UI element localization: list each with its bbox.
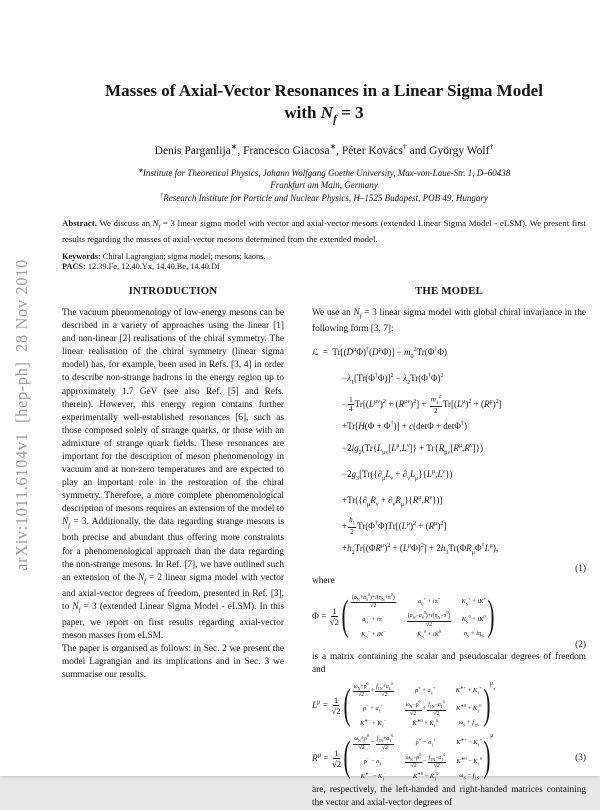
R-superscript-mu: μ: [490, 733, 494, 740]
keywords-label: Keywords:: [62, 251, 101, 261]
eq1-line: ℒ = $Tr[(D^\mu\Phi)^\dagger(D^\mu\Phi)] - m_0^2Tr(\Phi^\dagger\Phi)$: [312, 347, 447, 360]
affiliation-line: Frankfurt am Main, Germany: [270, 179, 378, 190]
left-paren: (: [341, 592, 349, 639]
matrix-note: is a matrix containing the scalar and pseudoscalar degrees of freedom and: [312, 651, 586, 675]
matrix-cell: $a_0^- + i\pi^-$: [362, 613, 385, 625]
eq1-line: $-2ig_2(Tr\{L_{\mu\nu}[L^\mu,L^\nu]\} + Tr\{R_{\mu\nu}[R^\mu,R^\nu]\})$: [342, 442, 483, 456]
abstract: [62, 218, 586, 245]
eq1-line: $+h_2Tr[(\Phi R^\mu)^2 + (L^\mu\Phi)^2] + 2h_3Tr(\Phi R_\mu\Phi^\dagger L^\mu)$,: [342, 542, 499, 556]
equation-2-phi-matrix: [312, 593, 586, 641]
matrix-cell: $\frac{\omega_N+\rho^0}{√2}$ − $\frac{f_{1N}+a_1^0}{√2}$: [354, 733, 394, 752]
right-paren: ): [483, 681, 491, 728]
matrix-cell: $K_S^0 + iK^0$: [461, 613, 486, 625]
phi-matrix-grid: [347, 593, 489, 641]
right-column: [312, 283, 586, 810]
intro-paragraph-2: The paper is organised as follows: in Sec. 2 we present the model Lagrangian and its implications and in Sec. 3 we summarise our results.: [62, 643, 284, 681]
eq1-line: $-2g_3[Tr(\{\partial_\mu L_\nu + \partial_\nu L_\mu\}\{L^\mu,L^\nu\})$: [342, 468, 453, 482]
right-paren: ): [487, 592, 495, 639]
paper-content: [62, 80, 586, 810]
eq1-line: +Tr[H(Φ + Φ†)] + c(detΦ + detΦ†): [342, 421, 467, 432]
affiliations: [62, 166, 586, 205]
model-intro: We use an $N_f = 3$ linear sigma model with global chiral invariance in the following form [3, 7]:: [312, 307, 586, 334]
matrix-cell: $\rho^+ - a_1^+$: [415, 737, 436, 748]
section-heading-introduction: INTRODUCTION: [128, 284, 218, 297]
eq3-number: (3): [575, 753, 586, 764]
abstract-label: Abstract.: [62, 218, 97, 228]
left-column: [62, 283, 284, 810]
left-paren: (: [343, 681, 351, 728]
two-column-body: [62, 283, 586, 810]
paper-title: [62, 80, 586, 129]
arxiv-watermark: arXiv:1011.6104v1 [hep-ph] 28 Nov 2010: [12, 259, 31, 571]
eq1-number: (1): [575, 563, 586, 574]
pacs-text: 12.39.Fe, 12.40.Yx, 14.40.Be, 14.40.Df: [87, 261, 220, 271]
matrix-cell: $K^{∗+} - K_1^+$: [456, 737, 483, 748]
where-label: where: [312, 575, 335, 586]
keywords-line: [62, 252, 586, 262]
matrix-cell: $K^{∗0} - K_1^0$: [456, 755, 482, 767]
title-line-2: with $N_f = 3$: [284, 102, 364, 125]
eq1-line: $-\lambda_1[Tr(\Phi^\dagger\Phi)]^2 - \lambda_2Tr(\Phi^\dagger\Phi)^2$: [342, 373, 444, 386]
keywords-text: Chiral Lagrangian; sigma model; mesons; kaons.: [102, 251, 266, 261]
left-paren: (: [343, 734, 351, 781]
eq2-number: (2): [575, 639, 586, 650]
pacs-line: [62, 262, 586, 272]
matrix-cell: K̄$^{∗0}$ − $K̄_1^0$: [412, 770, 439, 782]
L-matrix-grid: [349, 682, 485, 730]
matrix-cell: $K^{∗-} - K_1^-$: [360, 770, 387, 782]
abstract-text: We discuss an $N_f = 3$ linear sigma model with vector and axial-vector mesons (extended Linear Sigma Model - eLSM). We present first results regarding the masses of axial-vector mesons determined from the extended model.: [62, 218, 586, 244]
matrix-cell: $K^{∗-} + K_1^-$: [360, 718, 387, 729]
matrix-cell: $a_0^+ + i\pi^+$: [418, 595, 441, 607]
matrix-cell: $K^{∗0} + K_1^0$: [455, 702, 482, 714]
phi-lhs: Φ = $\frac{1}{√2}$: [312, 606, 339, 628]
authors-line: Denis Parganlija∗, Francesco Giacosa∗, Péter Kovács† and György Wolf†: [154, 142, 494, 158]
equation-L-matrix: [312, 682, 586, 730]
affiliation-line: †Research Institute for Particle and Nuclear Physics, H–1525 Budapest, POB 49, Hungary: [160, 193, 488, 204]
L-lhs: $L^\mu$ = $\frac{1}{√2}$: [312, 694, 341, 717]
matrix-cell: $K̄_S^0$ + iK̄$^0$: [417, 629, 442, 640]
eq1-line: + $\frac{h_1}{2}$ $Tr(\Phi^\dagger\Phi)Tr[(L^\mu)^2 + (R^\mu)^2]$: [342, 516, 447, 537]
L-superscript-mu: $^\mu$,: [489, 680, 496, 691]
eq1-line: $+Tr(\{\partial_\mu R_\nu + \partial_\nu R_\mu\}\{R^\mu,R^\nu\})$]: [342, 494, 443, 508]
equation-1-lagrangian: [312, 341, 586, 575]
matrix-cell: $\frac{\omega_N+\rho^0}{√2}$ + $\frac{f_{1N}+a_1^0}{√2}$: [353, 680, 393, 699]
model-outro: are, respectively, the left-handed and right-handed matrices containing the vector and axial-vector degrees of: [312, 785, 586, 809]
R-matrix-grid: [349, 734, 485, 782]
matrix-cell: $\rho^+ + a_1^+$: [415, 684, 436, 696]
R-lhs: $R^\mu$ = $\frac{1}{√2}$: [312, 747, 342, 769]
right-paren: ): [483, 734, 491, 781]
intro-paragraph-1: The vacuum phenomenology of low-energy mesons can be described in a variety of approaches using the linear [1] and non-linear [2] realisations of the chiral symmetry. The linear realisation of the chiral symmetry (linear sigma model) has, for example, been used in Refs. [3, 4] in order to describe non-strange hadrons in the energy region up to approximately 1.7 GeV (see also Ref. [5] and Refs. therein). However, this energy region contains further experimentally well-established resonances [6], such as those composed solely of strange quarks, or those with an admixture of strange quark fields. These resonances are important for the description of meson phenomenology in vacuum and at non-zero temperatures and are expected to play an important role in the restoration of the chiral symmetry. Therefore, a more complete phenomenological description of mesons requires an extension of the model to $N_f = 3$. Additionally, the data regarding strange mesons is both precise and abundant thus offering more constraints for a phenomenological approach than the data regarding the non-strange mesons. In Ref. [7], we have outlined such an extension of the $N_f = 2$ linear sigma model with vector and axial-vector degrees of freedom, presented in Ref. [3], to $N_f = 3$ (extended Linear Sigma Model - eLSM). In this paper, we report on first results regarding axial-vector meson masses from eLSM.: [62, 307, 284, 641]
section-heading-model: THE MODEL: [414, 284, 484, 297]
matrix-cell: $\omega_S + f_{1S}$: [458, 719, 479, 728]
matrix-cell: $K_S^+ + iK^+$: [461, 595, 486, 607]
matrix-cell: $\frac{(\sigma_N+a_0^0)+i(\eta_N+\pi^0)}{√2}$: [351, 591, 395, 610]
matrix-cell: $\frac{\omega_N-\rho^0}{√2}$ + $\frac{f_{1N}-a_1^0}{√2}$: [405, 698, 445, 717]
title-line-1: Masses of Axial-Vector Resonances in a Linear Sigma Model: [105, 81, 543, 100]
matrix-cell: $\omega_S - f_{1S}$: [459, 772, 480, 781]
matrix-cell: $\frac{\omega_N-\rho^0}{√2}$ − $\frac{f_{1N}-a_1^0}{√2}$: [406, 751, 446, 770]
matrix-cell: $\frac{(\sigma_N-a_0^0)+i(\eta_N-\pi^0)}{√2}$: [407, 609, 451, 628]
matrix-cell: $K_S^- + iK^-$: [361, 629, 386, 640]
affiliation-line: ∗Institute for Theoretical Physics, Johann Wolfgang Goethe University, Max-von-Laue-Str. 1, D–60438: [137, 168, 511, 179]
matrix-cell: K̄$^{∗0}$ + $K̄_1^0$: [412, 718, 438, 729]
equation-3-R-matrix: [312, 734, 586, 782]
matrix-cell: $\sigma_S + i\eta_S$: [463, 630, 484, 639]
matrix-cell: $\rho^- + a_1^-$: [363, 702, 384, 714]
keywords-pacs: [62, 252, 586, 272]
matrix-cell: $K^{∗+} + K_1^+$: [455, 684, 482, 696]
pacs-label: PACS:: [62, 261, 86, 271]
eq1-line: − $\frac{1}{4}$ $Tr[(L^{\mu\nu})^2 + (R^{\mu\nu})^2]$ + $\frac{m_1^2}{2}$ $Tr[(L^\mu)^2 + (R^\mu)^2]$: [342, 394, 502, 416]
matrix-cell: $\rho^- - a_1^-$: [363, 755, 384, 767]
